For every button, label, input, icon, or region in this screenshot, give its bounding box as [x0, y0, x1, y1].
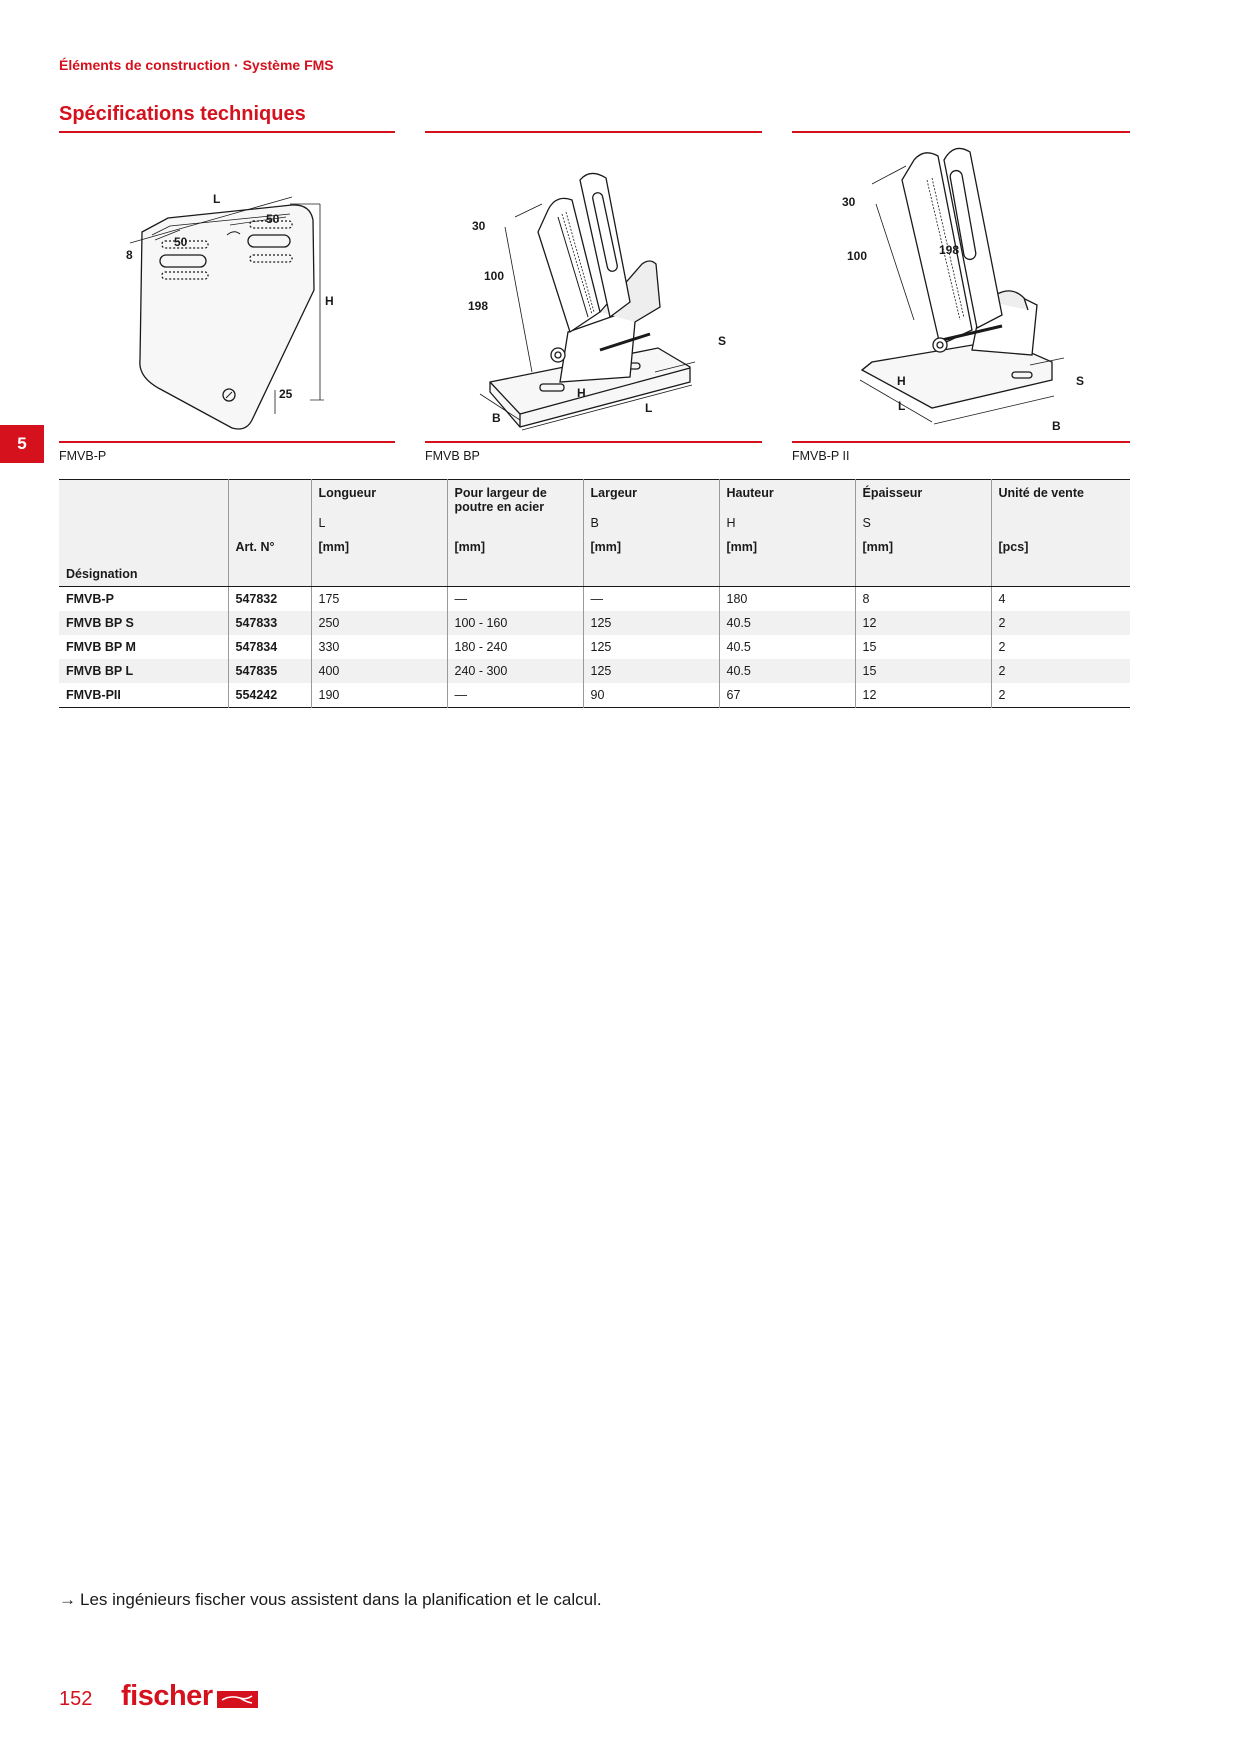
header-cell	[719, 562, 855, 587]
figure-fmvb-bp	[460, 172, 730, 432]
dim-50-right: 50	[266, 212, 280, 226]
header-cell	[855, 562, 991, 587]
cell-largeur: —	[583, 587, 719, 612]
cell-largeur-poutre: 100 - 160	[447, 611, 583, 635]
header-cell	[59, 480, 228, 517]
section-rule-1	[59, 131, 395, 133]
cell-art-no: 547835	[228, 659, 311, 683]
section-title: Spécifications techniques	[59, 103, 306, 125]
fischer-emblem-icon	[217, 1691, 258, 1708]
dim-30: 30	[842, 195, 856, 209]
header-symbol	[447, 516, 583, 540]
header-cell	[991, 562, 1130, 587]
header-symbol-L: L	[311, 516, 447, 540]
dim-H: H	[577, 386, 586, 400]
specifications-table	[59, 479, 1130, 708]
engineering-note[interactable]	[59, 1590, 602, 1610]
dim-100: 100	[484, 269, 505, 283]
cell-unite: 2	[991, 683, 1130, 708]
cell-longueur: 400	[311, 659, 447, 683]
cell-largeur: 125	[583, 611, 719, 635]
dim-L: L	[213, 192, 221, 206]
figure-fmvb-p-ii	[832, 140, 1102, 440]
header-epaisseur: Épaisseur	[855, 480, 991, 517]
cell-epaisseur: 8	[855, 587, 991, 612]
cell-art-no: 547834	[228, 635, 311, 659]
cell-designation: FMVB BP L	[59, 659, 228, 683]
cell-hauteur: 40.5	[719, 611, 855, 635]
arrow-right-icon: →	[59, 1590, 76, 1609]
header-art-no: Art. N°	[228, 540, 311, 562]
header-units-row	[59, 540, 1130, 562]
dim-30: 30	[472, 219, 486, 233]
chapter-tab[interactable]: 5	[0, 425, 44, 463]
header-hauteur: Hauteur	[719, 480, 855, 517]
logo-wordmark: fischer	[121, 1680, 213, 1712]
cell-unite: 2	[991, 659, 1130, 683]
fischer-logo	[121, 1680, 258, 1713]
table-row	[59, 587, 1130, 612]
header-unit: [mm]	[447, 540, 583, 562]
header-cell	[228, 480, 311, 517]
dim-25: 25	[279, 387, 293, 401]
dim-L: L	[645, 401, 653, 415]
figure-caption-2: FMVB BP	[425, 449, 480, 463]
header-unite-vente: Unité de vente	[991, 480, 1130, 517]
cell-art-no: 547833	[228, 611, 311, 635]
cell-epaisseur: 15	[855, 659, 991, 683]
cell-art-no: 554242	[228, 683, 311, 708]
header-largeur-poutre: Pour largeur de poutre en acier	[447, 480, 583, 517]
caption-rule-1	[59, 441, 395, 443]
cell-unite: 2	[991, 611, 1130, 635]
cell-largeur: 125	[583, 635, 719, 659]
dim-B: B	[1052, 419, 1061, 433]
header-names-row	[59, 480, 1130, 517]
cell-hauteur: 40.5	[719, 659, 855, 683]
figure-caption-3: FMVB-P II	[792, 449, 850, 463]
dim-S: S	[1076, 374, 1085, 388]
cell-hauteur: 180	[719, 587, 855, 612]
section-rule-2	[425, 131, 762, 133]
cell-designation: FMVB-P	[66, 592, 114, 606]
header-symbols-row	[59, 516, 1130, 540]
page-number: 152	[59, 1688, 93, 1710]
table-row	[59, 635, 1130, 659]
caption-rule-2	[425, 441, 762, 443]
table-row	[59, 659, 1130, 683]
cell-longueur: 175	[311, 587, 447, 612]
cell-epaisseur: 12	[855, 611, 991, 635]
cell-longueur: 330	[311, 635, 447, 659]
breadcrumb: Éléments de construction · Système FMS	[59, 57, 334, 73]
cell-designation: FMVB BP M	[66, 640, 136, 654]
cell-largeur-poutre: 240 - 300	[447, 659, 583, 683]
header-symbol	[991, 516, 1130, 540]
table-row	[59, 611, 1130, 635]
note-text: Les ingénieurs fischer vous assistent dans la planification et le calcul.	[80, 1590, 602, 1609]
header-unit: [mm]	[719, 540, 855, 562]
header-designation-row	[59, 562, 1130, 587]
cell-art-no: 547832	[228, 587, 311, 612]
cell-largeur-poutre: —	[447, 587, 583, 612]
figure-fmvb-p	[110, 180, 350, 440]
cell-hauteur: 40.5	[719, 635, 855, 659]
dim-100: 100	[847, 249, 868, 263]
cell-largeur: 90	[583, 683, 719, 708]
header-cell	[583, 562, 719, 587]
cell-longueur: 250	[311, 611, 447, 635]
cell-unite: 4	[991, 587, 1130, 612]
dim-S: S	[718, 334, 727, 348]
cell-largeur-poutre: —	[447, 683, 583, 708]
header-unit: [mm]	[855, 540, 991, 562]
dim-H: H	[897, 374, 906, 388]
header-unit: [mm]	[583, 540, 719, 562]
dim-198: 198	[939, 243, 960, 257]
header-cell	[228, 562, 311, 587]
dim-198: 198	[468, 299, 489, 313]
header-symbol-S: S	[855, 516, 991, 540]
header-symbol	[228, 516, 311, 540]
dim-H: H	[325, 294, 334, 308]
section-rule-3	[792, 131, 1130, 133]
header-cell	[447, 562, 583, 587]
dim-50-left: 50	[174, 235, 188, 249]
header-unit	[59, 540, 228, 562]
dim-L: L	[898, 399, 906, 413]
header-longueur: Longueur	[311, 480, 447, 517]
dim-8: 8	[126, 248, 133, 262]
caption-rule-3	[792, 441, 1130, 443]
header-designation: Désignation	[59, 562, 228, 587]
cell-epaisseur: 12	[855, 683, 991, 708]
header-cell	[311, 562, 447, 587]
cell-hauteur: 67	[719, 683, 855, 708]
header-symbol	[59, 516, 228, 540]
header-unit: [mm]	[311, 540, 447, 562]
header-symbol-H: H	[719, 516, 855, 540]
figure-caption-1: FMVB-P	[59, 449, 107, 463]
cell-epaisseur: 15	[855, 635, 991, 659]
table-row	[59, 683, 1130, 708]
cell-longueur: 190	[311, 683, 447, 708]
cell-unite: 2	[991, 635, 1130, 659]
dim-B: B	[492, 411, 501, 425]
cell-largeur-poutre: 180 - 240	[447, 635, 583, 659]
cell-largeur: 125	[583, 659, 719, 683]
header-symbol-B: B	[583, 516, 719, 540]
header-unit: [pcs]	[991, 540, 1130, 562]
cell-designation: FMVB-PII	[66, 688, 121, 702]
cell-designation: FMVB BP S	[59, 611, 228, 635]
header-largeur: Largeur	[583, 480, 719, 517]
